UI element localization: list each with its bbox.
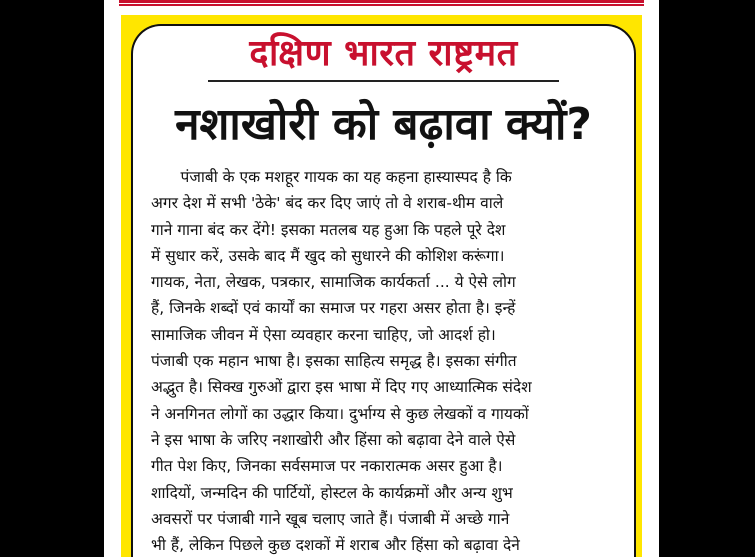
article-line: ने इस भाषा के जरिए नशाखोरी और हिंसा को बढ़ावा देने वाले ऐसे [151, 430, 516, 449]
article-line: अगर देश में सभी 'ठेके' बंद कर दिए जाएं तो वे शराब-थीम वाले [151, 194, 504, 213]
masthead-underline [208, 80, 559, 82]
article-line: अद्भुत है। सिक्ख गुरुओं द्वारा इस भाषा में दिए गए आध्यात्मिक संदेश [151, 378, 532, 397]
top-red-rule-thin [119, 4, 644, 6]
top-red-rule [119, 0, 644, 3]
article-line: पंजाबी के एक मशहूर गायक का यह कहना हास्यास्पद है कि [151, 168, 512, 186]
article-body [151, 164, 616, 557]
masthead: दक्षिण भारत राष्ट्रमत [249, 33, 518, 74]
article-line: में सुधार करें, उसके बाद मैं खुद को सुधारने की कोशिश करूंगा। [151, 246, 505, 265]
article-line: गीत पेश किए, जिनका सर्वसमाज पर नकारात्मक असर हुआ है। [151, 457, 503, 476]
article-line: हैं, जिनके शब्दों एवं कार्यों का समाज पर गहरा असर होता है। इन्हें [151, 299, 516, 318]
article-line: शादियों, जन्मदिन की पार्टियों, होस्टल के कार्यक्रमों और अन्य शुभ [151, 483, 513, 502]
article-line: पंजाबी एक महान भाषा है। इसका साहित्य समृद्ध है। इसका संगीत [151, 352, 517, 371]
article-line: ने अनगिनत लोगों का उद्धार किया। दुर्भाग्य से कुछ लेखकों व गायकों [151, 404, 529, 423]
article-line: गायक, नेता, लेखक, पत्रकार, सामाजिक कार्यकर्ता ... ये ऐसे लोग [151, 273, 516, 292]
editorial-frame [121, 15, 642, 557]
newspaper-page [104, 0, 659, 557]
article-line: भी हैं, लेकिन पिछले कुछ दशकों में शराब और हिंसा को बढ़ावा देने [151, 536, 520, 555]
article-line: अवसरों पर पंजाबी गाने खूब चलाए जाते हैं। पंजाबी में अच्छे गाने [151, 509, 510, 528]
article-line: गाने गाना बंद कर देंगे! इसका मतलब यह हुआ कि पहले पूरे देश [151, 220, 506, 239]
article-line: सामाजिक जीवन में ऐसा व्यवहार करना चाहिए, जो आदर्श हो। [151, 325, 496, 344]
headline: नशाखोरी को बढ़ावा क्यों? [175, 99, 592, 150]
editorial-card [131, 24, 636, 557]
